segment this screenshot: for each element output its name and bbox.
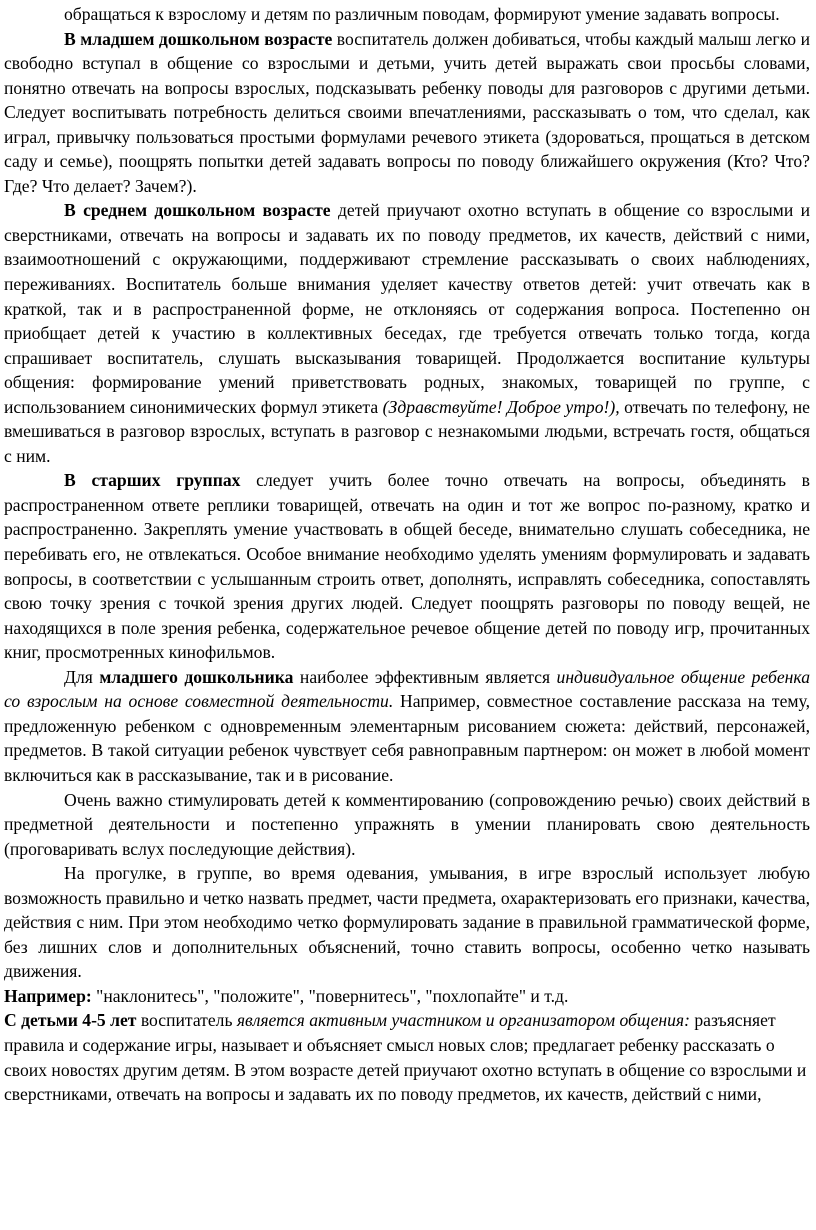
paragraph-middle-preschool [4,198,810,468]
paragraph-text: следует учить более точно отвечать на вопросы, объединять в распространенном ответе реплики товарищей, отвечать на один и тот же вопрос по-разному, кратко и распространенно. Закреплять умение участвовать в общей беседе, внимательно слушать собеседника, не перебивать его, не отвлекаться. Особое внимание необходимо уделять умениям формулировать и задавать вопросы, в соответствии с услышанным строить ответ, дополнять, исправлять собеседника, сопоставлять свою точку зрения с точкой зрения других людей. Следует поощрять разговоры по поводу вещей, не находящихся в поле зрения ребенка, содержательное речевое общение детей по поводу игр, прочитанных книг, просмотренных кинофильмов. [4,470,810,663]
paragraph-text-after: отвечать по телефону, не вмешиваться в разговор взрослых, вступать в разговор с незнакомыми людьми, встречать гостя, общаться с ним. [4,396,810,466]
paragraph-text: наиболее эффективным является [293,666,557,687]
paragraph-text-after: Например, совместное составление рассказа на тему, предложенную ребенком с одновременным элементарным рисованием сюжета: действий, персонажей, предметов. В такой ситуации ребенок чувствует себя равноправным партнером: он может в любой момент включиться как в рассказывание, так и в рисование. [4,691,810,785]
paragraph-italic: индивидуальное общение ребенка со взрослым на основе совместной деятельности. [4,666,810,712]
paragraph-italic: (Здравствуйте! Доброе утро!), [382,396,620,417]
paragraph-text: детей приучают охотно вступать в общение со взрослыми и сверстниками, отвечать на вопросы и задавать их по поводу предметов, их качеств, действий с ними, взаимоотношений с окружающими, поддерживают стремление рассказывать о своих наблюдениях, переживаниях. Воспитатель больше внимания уделяет качеству ответов детей: учит отвечать как в краткой, так и в распространенной форме, не отклоняясь от содержания вопроса. Постепенно он приобщает детей к участию в коллективных беседах, где требуется отвечать только тогда, когда спрашивает воспитатель, слушать высказывания товарищей. Продолжается воспитание культуры общения: формирование умений приветствовать родных, знакомых, товарищей по группе, с использованием синонимических формул этикета [4,200,810,417]
paragraph-intro [4,2,810,27]
paragraph-lead: В среднем дошкольном возрасте [64,200,331,221]
paragraph-text: Очень важно стимулировать детей к комментированию (сопровождению речью) своих действий в предметной деятельности и постепенно упражнять в умении планировать свою деятельность (проговаривать вслух последующие действия). [4,789,810,859]
paragraph-pre: Для [64,666,100,687]
paragraph-text: воспитатель должен добиваться, чтобы каждый малыш легко и свободно вступал в общение со взрослыми и детьми, учить детей выражать свои просьбы словами, понятно отвечать на вопросы взрослых, подсказывать ребенку поводы для разговоров с другими детьми. Следует воспитывать потребность делиться своими впечатлениями, рассказывать о том, что сделал, как играл, привычку пользоваться простыми формулами речевого этикета (здороваться, прощаться в детском саду и семье), поощрять попытки детей задавать вопросы по поводу ближайшего окружения (Кто? Что? Где? Что делает? Зачем?). [4,28,810,196]
paragraph-text-after: "наклонитесь", "положите", "повернитесь", "похлопайте" и т.д. [91,985,569,1006]
paragraph-text-after: разъясняет правила и содержание игры, называет и объясняет смысл новых слов; предлагает ребенку рассказать о своих новостях другим детям. В этом возрасте детей приучают охотно вступать в общение со взрослыми и сверстниками, отвечать на вопросы и задавать их по поводу предметов, их качеств, действий с ними, [4,1010,807,1105]
paragraph-age-4-5 [4,1008,810,1106]
paragraph-younger-preschool [4,27,810,199]
paragraph-walk [4,861,810,1008]
paragraph-lead: младшего дошкольника [99,666,294,687]
paragraph-text: воспитатель [136,1010,237,1031]
paragraph-commenting [4,788,810,862]
paragraph-senior-groups [4,468,810,664]
paragraph-text: обращаться к взрослому и детям по различным поводам, формируют умение задавать вопросы. [64,4,780,24]
paragraph-younger-child [4,665,810,788]
paragraph-italic: является активным участником и организатором общения: [236,1010,690,1031]
paragraph-lead: С детьми 4-5 лет [4,1010,137,1031]
paragraph-text: На прогулке, в группе, во время одевания, умывания, в игре взрослый использует любую возможность правильно и четко назвать предмет, части предмета, охарактеризовать его признаки, качества, действия с ним. При этом необходимо четко формулировать задание в правильной грамматической форме, без лишних слов и дополнительных объяснений, точно ставить вопросы, особенно четко называть движения. [4,863,810,982]
paragraph-lead: В старших группах [64,470,241,491]
paragraph-example-label: Например: [4,985,92,1006]
paragraph-lead: В младшем дошкольном возрасте [64,28,333,49]
